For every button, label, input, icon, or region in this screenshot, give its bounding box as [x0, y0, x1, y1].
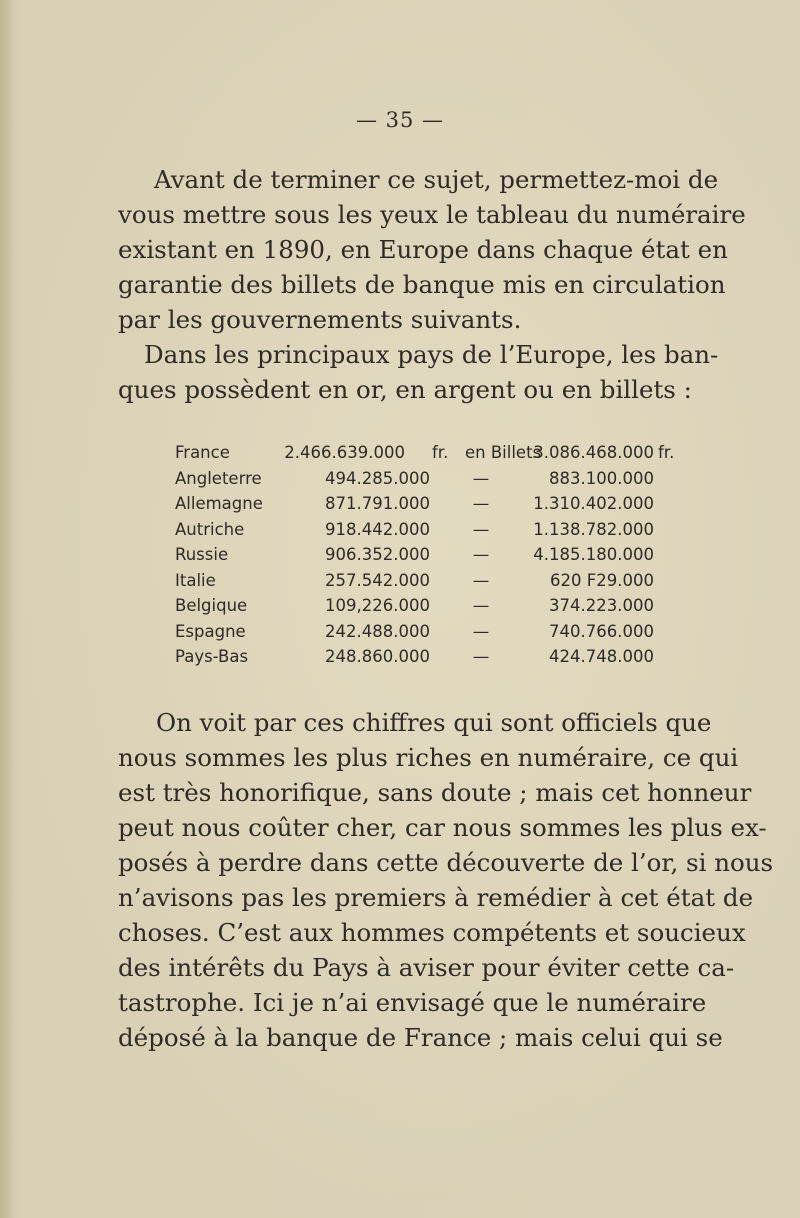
table-row — [175, 466, 695, 492]
country-name: France — [175, 443, 230, 462]
table-row — [175, 619, 695, 645]
text-line: garantie des billets de banque mis en circulation — [118, 270, 726, 299]
reserves-table — [175, 440, 695, 670]
billets-value: 740.766.000 — [549, 621, 654, 641]
text-line: tastrophe. Ici je n’ai envisagé que le numéraire — [118, 988, 707, 1017]
paragraph-commentary — [118, 705, 774, 1055]
gold-silver-value: 248.860.000 — [325, 647, 430, 666]
unit-label: fr. — [432, 443, 449, 462]
ditto-dash: — — [472, 647, 490, 666]
text-line: Dans les principaux pays de l’Europe, les ban- — [144, 340, 719, 369]
text-line: vous mettre sous les yeux le tableau du numéraire — [118, 200, 746, 229]
gold-silver-value: 871.791.000 — [325, 494, 430, 513]
gold-silver-value: 918.442.000 — [325, 519, 430, 539]
country-name: Espagne — [175, 621, 246, 641]
ditto-dash: — — [472, 494, 490, 513]
billets-value: 4.185.180.000 — [533, 545, 654, 564]
ditto-dash: — — [472, 519, 490, 539]
ditto-dash: — — [472, 570, 490, 590]
billets-label: en Billets — [465, 443, 542, 462]
table-row — [175, 644, 695, 670]
gold-silver-value: 242.488.000 — [325, 621, 430, 641]
billets-value: 3.086.468.000 — [533, 443, 654, 462]
text-line: On voit par ces chiffres qui sont officiels que — [156, 708, 712, 737]
table-row — [175, 568, 695, 594]
page-binding-edge — [0, 0, 14, 1218]
country-name: Russie — [175, 545, 229, 564]
country-name: Pays-Bas — [175, 647, 249, 666]
text-line: déposé à la banque de France ; mais celui qui se — [118, 1023, 723, 1052]
text-line: peut nous coûter cher, car nous sommes les plus ex- — [118, 813, 767, 842]
billets-value: 620 F29.000 — [550, 570, 654, 590]
gold-silver-value: 2.466.639.000 — [284, 443, 405, 462]
billets-value: 883.100.000 — [549, 468, 654, 488]
gold-silver-value: 494.285.000 — [325, 468, 430, 488]
country-name: Italie — [175, 570, 216, 590]
billets-value: 1.310.402.000 — [533, 494, 654, 513]
gold-silver-value: 109,226.000 — [325, 596, 430, 615]
gold-silver-value: 906.352.000 — [325, 545, 430, 564]
table-row — [175, 440, 695, 466]
table-row — [175, 517, 695, 543]
country-name: Autriche — [175, 519, 245, 539]
text-line: ques possèdent en or, en argent ou en billets : — [118, 375, 692, 404]
page-number: — 35 — — [355, 108, 445, 132]
text-line: n’avisons pas les premiers à remédier à cet état de — [118, 883, 754, 912]
table-row — [175, 491, 695, 517]
text-line: choses. C’est aux hommes compétents et soucieux — [118, 918, 746, 947]
billets-value: 1.138.782.000 — [533, 519, 654, 539]
country-name: Belgique — [175, 596, 248, 615]
ditto-dash: — — [472, 621, 490, 641]
text-line: par les gouvernements suivants. — [118, 305, 522, 334]
unit-label: fr. — [658, 443, 675, 462]
paragraph-countries-intro — [118, 337, 719, 407]
country-name: Allemagne — [175, 494, 263, 513]
text-line: posés à perdre dans cette découverte de l’or, si nous — [118, 848, 774, 877]
text-line: est très honorifique, sans doute ; mais cet honneur — [118, 778, 752, 807]
country-name: Angleterre — [175, 468, 262, 488]
text-line: des intérêts du Pays à aviser pour éviter cette ca- — [118, 953, 735, 982]
ditto-dash: — — [472, 596, 490, 615]
ditto-dash: — — [472, 468, 490, 488]
ditto-dash: — — [472, 545, 490, 564]
text-line: Avant de terminer ce sujet, permettez-moi de — [154, 165, 719, 194]
billets-value: 424.748.000 — [549, 647, 654, 666]
table-row — [175, 542, 695, 568]
table-row — [175, 593, 695, 619]
paragraph-intro — [118, 162, 746, 337]
billets-value: 374.223.000 — [549, 596, 654, 615]
gold-silver-value: 257.542.000 — [325, 570, 430, 590]
text-line: existant en 1890, en Europe dans chaque état en — [118, 235, 728, 264]
text-line: nous sommes les plus riches en numéraire, ce qui — [118, 743, 739, 772]
